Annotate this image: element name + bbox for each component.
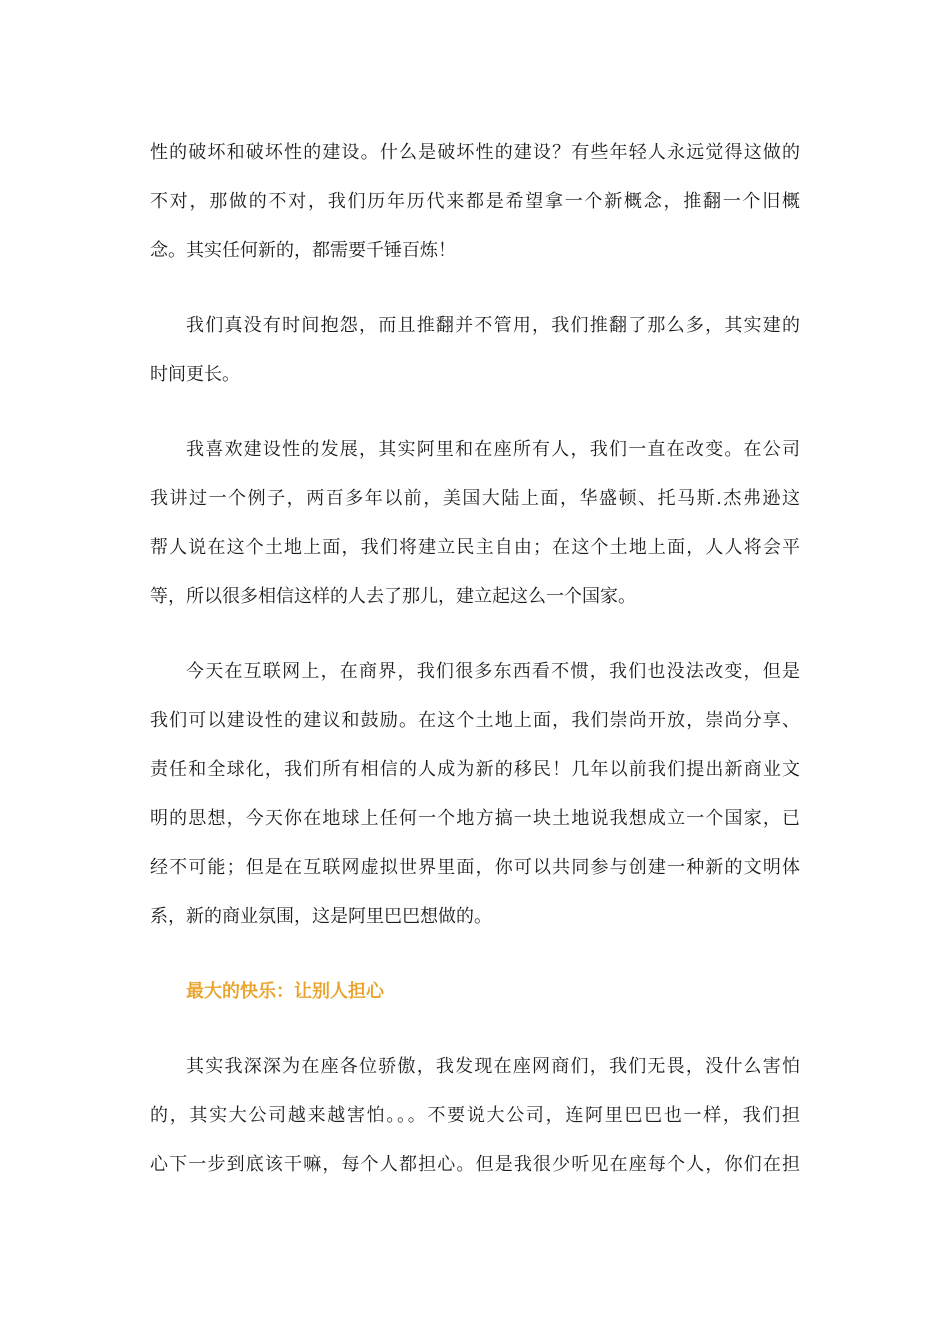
paragraph-3 [150, 425, 800, 621]
paragraph-2 [150, 301, 800, 399]
paragraph-1 [150, 128, 800, 275]
text-line: 经不可能；但是在互联网虚拟世界里面，你可以共同参与创建一种新的文明体 [150, 857, 800, 878]
paragraph-4 [150, 647, 800, 941]
section-heading: 最大的快乐：让别人担心 [186, 981, 384, 1002]
text-line: 性的破坏和破坏性的建设。什么是破坏性的建设？有些年轻人永远觉得这做的 [150, 142, 800, 163]
text-line: 时间更长。 [150, 364, 240, 385]
paragraph-5 [150, 1042, 800, 1189]
text-line: 我讲过一个例子，两百多年以前，美国大陆上面，华盛顿、托马斯.杰弗逊这 [150, 488, 800, 509]
text-line: 责任和全球化，我们所有相信的人成为新的移民！几年以前我们提出新商业文 [150, 759, 800, 780]
text-line: 不对，那做的不对，我们历年历代来都是希望拿一个新概念，推翻一个旧概 [150, 191, 800, 212]
text-line: 其实我深深为在座各位骄傲，我发现在座网商们，我们无畏，没什么害怕 [186, 1056, 800, 1077]
paragraph-gap [150, 275, 800, 301]
paragraph-gap [150, 941, 800, 967]
text-line: 我们可以建设性的建议和鼓励。在这个土地上面，我们崇尚开放，崇尚分享、 [150, 710, 800, 731]
text-line: 帮人说在这个土地上面，我们将建立民主自由；在这个土地上面，人人将会平 [150, 537, 800, 558]
document-page [150, 128, 800, 1189]
text-line: 等，所以很多相信这样的人去了那儿，建立起这么一个国家。 [150, 586, 636, 607]
text-line: 明的思想，今天你在地球上任何一个地方搞一块土地说我想成立一个国家，已 [150, 808, 800, 829]
paragraph-gap [150, 1016, 800, 1042]
paragraph-gap [150, 399, 800, 425]
text-line: 心下一步到底该干嘛，每个人都担心。但是我很少听见在座每个人，你们在担 [150, 1154, 800, 1175]
text-line: 我们真没有时间抱怨，而且推翻并不管用，我们推翻了那么多，其实建的 [186, 315, 800, 336]
text-line: 今天在互联网上，在商界，我们很多东西看不惯，我们也没法改变，但是 [186, 661, 800, 682]
text-line: 的，其实大公司越来越害怕。。。不要说大公司，连阿里巴巴也一样，我们担 [150, 1105, 800, 1126]
text-line: 系，新的商业氛围，这是阿里巴巴想做的。 [150, 906, 492, 927]
paragraph-gap [150, 621, 800, 647]
text-line: 我喜欢建设性的发展，其实阿里和在座所有人，我们一直在改变。在公司 [186, 439, 800, 460]
text-line: 念。其实任何新的，都需要千锤百炼！ [150, 240, 456, 261]
